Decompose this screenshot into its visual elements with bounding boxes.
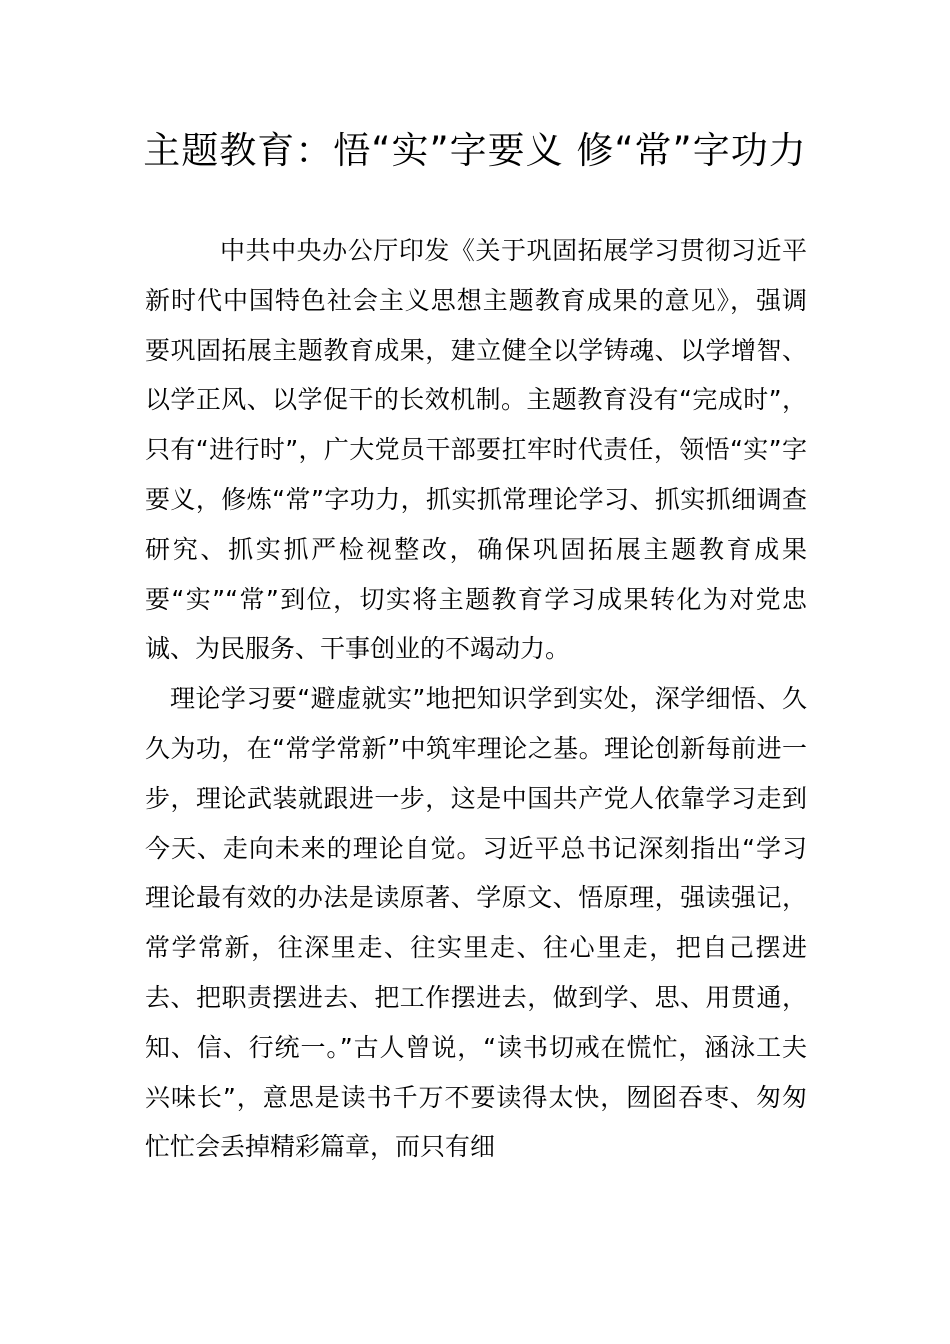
document-body	[145, 226, 807, 1172]
document-title: 主题教育：悟“实”字要义 修“常”字功力	[143, 129, 807, 172]
paragraph-theory-study: 理论学习要“避虚就实”地把知识学到实处，深学细悟、久久为功，在“常学常新”中筑牢理论之基。理论创新每前进一步，理论武装就跟进一步，这是中国共产党人依靠学习走到今天、走向未来的理论自觉。习近平总书记深刻指出“学习理论最有效的办法是读原著、学原文、悟原理，强读强记，常学常新，往深里走、往实里走、往心里走，把自己摆进去、把职责摆进去、把工作摆进去，做到学、思、用贯通，知、信、行统一。”古人曾说，“读书切戒在慌忙，涵泳工夫兴味长”，意思是读书千万不要读得太快，囫囵吞枣、匆匆忙忙会丢掉精彩篇章，而只有细	[145, 684, 807, 1162]
paragraph-intro: 中共中央办公厅印发《关于巩固拓展学习贯彻习近平新时代中国特色社会主义思想主题教育成果的意见》，强调要巩固拓展主题教育成果，建立健全以学铸魂、以学增智、以学正风、以学促干的长效机制。主题教育没有“完成时”，只有“进行时”，广大党员干部要扛牢时代责任，领悟“实”字要义，修炼“常”字功力，抓实抓常理论学习、抓实抓细调查研究、抓实抓严检视整改，确保巩固拓展主题教育成果要“实”“常”到位，切实将主题教育学习成果转化为对党忠诚、为民服务、干事创业的不竭动力。	[145, 236, 807, 664]
